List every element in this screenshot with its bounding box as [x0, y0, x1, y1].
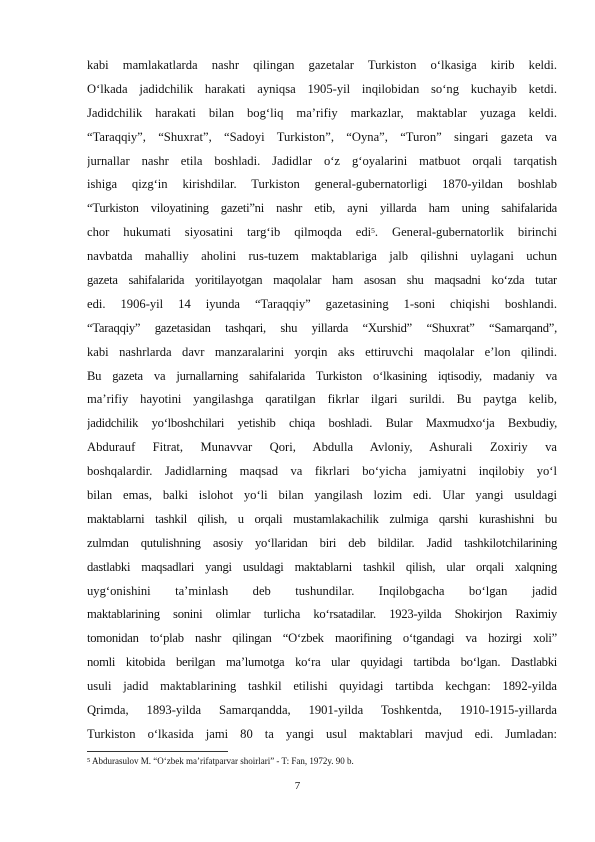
- body-line-17: Abdurauf Fitrat, Munavvar Qori, Abdulla Avloniy, Ashurali Zoxiriy va: [87, 440, 557, 455]
- body-line-23: uyg‘onishini ta’minlash deb tushundilar. Inqilobgacha bo‘lgan jadid: [87, 583, 557, 598]
- body-line-20: maktablarni tashkil qilish, u orqali mustamlakachilik zulmiga qarshi kurashishni bu: [87, 511, 557, 526]
- document-page: [87, 54, 557, 767]
- body-line-29: Turkiston o‘lkasida jami 80 ta yangi usul maktablari mavjud edi. Jumladan:: [87, 726, 557, 741]
- body-line-28: Qrimda, 1893-yilda Samarqandda, 1901-yilda Toshkentda, 1910-1915-yillarda: [87, 703, 557, 718]
- body-line-4: “Taraqqiy”, “Shuxrat”, “Sadoyi Turkiston”, “Oyna”, “Turon” singari gazeta va: [87, 129, 557, 144]
- body-line-7: “Turkiston viloyatining gazeti”ni nashr etib, ayni yillarda ham uning sahifalarida: [87, 201, 557, 216]
- body-line-13: kabi nashrlarda davr manzaralarini yorqin aks ettiruvchi maqolalar e’lon qilindi.: [87, 344, 557, 359]
- body-line-6: ishiga qizg‘in kirishdilar. Turkiston general-gubernatorligi 1870-yildan boshlab: [87, 177, 557, 192]
- footnote: [87, 756, 557, 767]
- body-line-8: [87, 221, 557, 245]
- body-line-9: navbatda mahalliy aholini rus-tuzem maktablariga jalb qilishni uylagani uchun: [87, 249, 557, 264]
- body-line-27: usuli jadid maktablarining tashkil etilishi quyidagi tartibda kechgan: 1892-yilda: [87, 679, 557, 694]
- body-line-12: “Taraqqiy” gazetasidan tashqari, shu yillarda “Xurshid” “Shuxrat” “Samarqand”,: [87, 320, 557, 335]
- footnote-separator: [87, 751, 228, 752]
- body-line-8-tail: . General-gubernatorlik birinchi: [374, 225, 557, 240]
- body-line-14: Bu gazeta va jurnallarning sahifalarida Turkiston o‘lkasining iqtisodiy, madaniy va: [87, 368, 557, 383]
- body-line-21: zulmdan qutulishning asosiy yo‘llaridan biri deb bildilar. Jadid tashkilotchilarining: [87, 535, 557, 550]
- body-line-15: ma’rifiy hayotini yangilashga qaratilgan fikrlar ilgari surildi. Bu paytga kelib,: [87, 392, 557, 407]
- body-line-16: jadidchilik yo‘lboshchilari yetishib chiqa boshladi. Bular Maxmudxo‘ja Bexbudiy,: [87, 416, 557, 431]
- body-line-22: dastlabki maqsadlari yangi usuldagi maktablarni tashkil qilish, ular orqali xalqning: [87, 559, 557, 574]
- body-line-19: bilan emas, balki islohot yo‘li bilan yangilash lozim edi. Ular yangi usuldagi: [87, 488, 557, 503]
- page-number: 7: [294, 780, 301, 792]
- footnote-text: Abdurasulov M. “O‘zbek ma’rifatparvar shoirlari” - T: Fan, 1972y. 90 b.: [90, 755, 354, 766]
- body-line-24: maktablarining sonini olimlar turlicha ko‘rsatadilar. 1923-yilda Shokirjon Raximiy: [87, 607, 557, 622]
- body-line-2: O‘lkada jadidchilik harakati ayniqsa 1905-yil inqilobidan so‘ng kuchayib ketdi.: [87, 81, 557, 96]
- body-line-5: jurnallar nashr etila boshladi. Jadidlar o‘z g‘oyalarini matbuot orqali tarqatish: [87, 153, 557, 168]
- body-line-18: boshqalardir. Jadidlarning maqsad va fikrlari bo‘yicha jamiyatni inqilobiy yo‘l: [87, 464, 557, 479]
- body-line-26: nomli kitobida berilgan ma’lumotga ko‘ra ular quyidagi tartibda bo‘lgan. Dastlabki: [87, 655, 557, 670]
- body-line-11: edi. 1906-yil 14 iyunda “Taraqqiy” gazetasining 1-soni chiqishi boshlandi.: [87, 296, 557, 311]
- body-line-25: tomonidan to‘plab nashr qilingan “O‘zbek maorifining o‘tgandagi va hozirgi xoli”: [87, 631, 557, 646]
- body-line-3: Jadidchilik harakati bilan bog‘liq ma’rifiy markazlar, maktablar yuzaga keldi.: [87, 105, 557, 120]
- body-line-10: gazeta sahifalarida yoritilayotgan maqolalar ham asosan shu maqsadni ko‘zda tutar: [87, 273, 557, 288]
- footnote-reference: 5: [371, 226, 375, 236]
- body-line-1: kabi mamlakatlarda nashr qilingan gazetalar Turkiston o‘lkasiga kirib keldi.: [87, 58, 557, 72]
- footnote-number: 5: [87, 756, 91, 764]
- body-line-8-head: chor hukumati siyosatini targ‘ib qilmoqda edi: [87, 225, 372, 240]
